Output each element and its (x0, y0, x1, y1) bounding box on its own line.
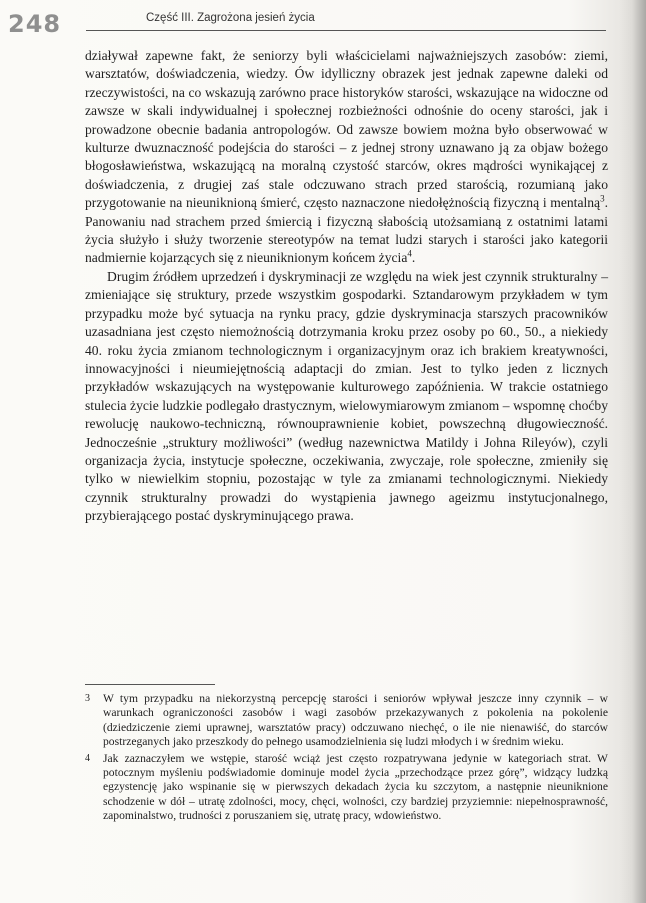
footnote-ref-4[interactable]: 4 (407, 248, 412, 259)
main-text (85, 47, 608, 526)
footnote-number: 3 (85, 693, 90, 704)
footnote-3 (85, 692, 608, 750)
footnote-text: W tym przypadku na niekorzystną percepcję starości i seniorów wpływał jeszcze inny czynnik – w warunkach ograniczoności zasobów i wagi zasobów przekazywanych z pokolenia na pokolenie (dziedziczenie ziemi uprawnej, warsztatów pracy) odczuwano niechęć, o ile nie nienawiść, do starców postrzeganych jako przeszkody do pełnego usamodzielnienia się ludzi młodych i w średnim wieku. (103, 692, 608, 749)
paragraph-1-part-b: . Panowaniu nad strachem przed śmiercią i fizyczną słabością utożsamianą z ostatnimi latami życia służyło i służy tworzenie stereotypów na temat ludzi starych i starości jako kategorii nadmiernie kojarzących się z nieuniknionym końcem życia (85, 195, 608, 266)
footnote-rule (85, 684, 215, 685)
footnote-4 (85, 752, 608, 824)
paragraph-1-part-a: działywał zapewne fakt, że seniorzy byli właścicielami najważniejszych zasobów: ziemi, warsztatów, doświadczenia, wiedzy. Ów idylliczny obrazek jest jednak zapewne daleki od rzeczywistości, na co wskazują zarówno prace historyków starości, wskazujące na widoczne od zawsze w skali indywidualnej i społecznej rozbieżności odnośnie do oceny starości, jak i prowadzone obecnie badania antropologów. Od zawsze bowiem można było obserwować w kulturze dwuznaczność podejścia do starości – z jednej strony uznawano ją za objaw bożego błogosławieństwa, wskazującą na moralną czystość starców, okres mądrości wynikającej z doświadczenia, z drugiej zaś stale odczuwano strach przed starością, rozumianą jako przygotowanie na nieuniknioną śmierć, często naznaczone niedołężnością fizyczną i mentalną (85, 48, 608, 211)
running-header: Część III. Zagrożona jesień życia (146, 12, 315, 24)
footnote-text: Jak zaznaczyłem we wstępie, starość wciąż jest często rozpatrywana jedynie w kategoriach strat. W potocznym myśleniu podświadomie dominuje model życia „przechodzące przez górę”, widzący ludzką egzystencję jako wspinanie się w pierwszych dekadach życia ku szczytom, a następnie nieuniknione schodzenie w dół – utratę zdolności, mocy, chęci, wolności, czy bardziej przyziemnie: niepełnosprawność, zapominalstwo, trudności z poruszaniem się, utratę pracy, wdowieństwo. (103, 751, 608, 823)
footnotes (85, 692, 608, 826)
footnote-number: 4 (85, 752, 90, 764)
page-number: 248 (8, 10, 62, 38)
footnote-ref-3[interactable]: 3 (600, 193, 605, 204)
page-edge-shadow (632, 0, 646, 903)
paragraph-1-part-c: . (411, 250, 416, 266)
paragraph-2: Drugim źródłem uprzedzeń i dyskryminacji ze względu na wiek jest czynnik strukturalny – zmieniające się struktury, przede wszystkim gospodarki. Sztandarowym przykładem w tym przypadku może być sytuacja na rynku pracy, gdzie dyskryminacja starszych pracowników uzasadniana jest często niemożnością dotrzymania kroku przez osoby po 60., 50., a niekiedy 40. roku życia zmianom technologicznym i organizacyjnym oraz ich brakiem kreatywności, innowacyjności i nieumiejętnością adaptacji do zmian. Jest to tylko jeden z licznych przykładów wskazujących na występowanie kulturowego zapóźnienia. W trakcie ostatniego stulecia życie ludzkie podlegało drastycznym, wielowymiarowym zmianom – wspomnę choćby rewolucję naukowo-techniczną, równouprawnienie kobiet, powszechną długowieczność. Jednocześnie „struktury możliwości” (według nazewnictwa Matildy i Johna Rileyów), czyli organizacja życia, instytucje społeczne, oczekiwania, zwyczaje, role społeczne, zmieniły się tylko w niewielkim stopniu, pozostając w tyle za zmianami technologicznymi. Niekiedy czynnik strukturalny prowadzi do wystąpienia jawnego ageizmu instytucjonalnego, przybierającego postać dyskryminującego prawa. (85, 268, 608, 524)
paragraph-1 (85, 47, 608, 268)
header-rule (86, 30, 606, 31)
